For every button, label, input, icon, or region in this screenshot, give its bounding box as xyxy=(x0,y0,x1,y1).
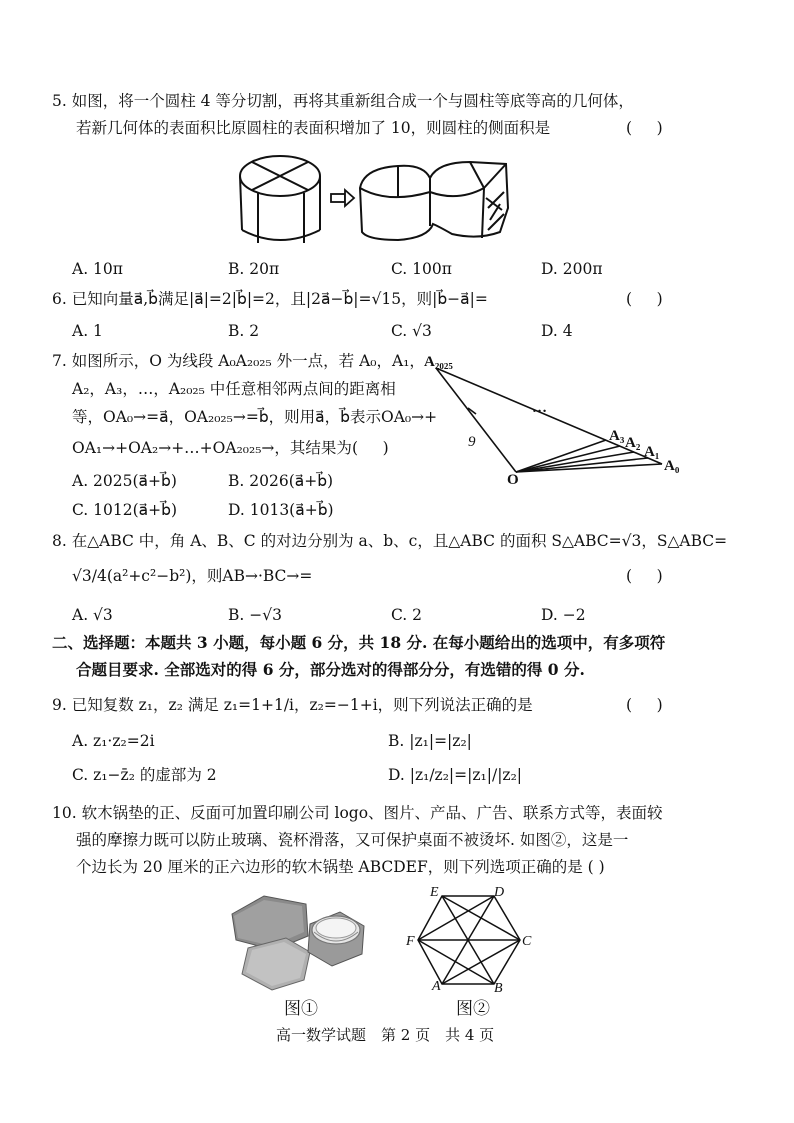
q10-hex-label-f: F xyxy=(406,934,415,949)
q6-stem: 6. 已知向量a⃗,b⃗满足|a⃗|=2|b⃗|=2，且|2a⃗−b⃗|=√15，则|b⃗−a⃗|= xyxy=(52,290,488,308)
q7-label-a3: A₃ xyxy=(609,428,625,444)
q7-option-d: D. 1013(a⃗+b⃗) xyxy=(228,501,334,519)
q5-option-c: C. 100π xyxy=(391,260,452,278)
q6-option-b: B. 2 xyxy=(228,322,260,340)
q9-stem: 9. 已知复数 z₁，z₂ 满足 z₁=1+1/i，z₂=−1+i，则下列说法正确的是 xyxy=(52,696,533,714)
q7-label-a2025: A₂₀₂₅ xyxy=(424,354,453,370)
q5-option-a: A. 10π xyxy=(72,260,123,278)
q6-option-a: A. 1 xyxy=(72,322,103,340)
q10-stem-line3: 个边长为 20 厘米的正六边形的软木锅垫 ABCDEF，则下列选项正确的是 ( ) xyxy=(76,858,605,876)
q7-label-a0: A₀ xyxy=(664,458,680,474)
q5-option-d: D. 200π xyxy=(541,260,603,278)
q5-stem-line1: 5. 如图，将一个圆柱 4 等分切割，再将其重新组合成一个与圆柱等底等高的几何体， xyxy=(52,92,634,110)
q7-option-c: C. 1012(a⃗+b⃗) xyxy=(72,501,178,519)
q8-option-b: B. −√3 xyxy=(228,606,282,624)
q8-answer-paren: ( ) xyxy=(626,567,663,585)
q10-stem-line2: 强的摩擦力既可以防止玻璃、瓷杯滑落，又可保护桌面不被烫坏. 如图②，这是一 xyxy=(76,831,629,849)
q7-answer-paren: ( ) xyxy=(352,439,389,457)
q7-label-o: O xyxy=(507,472,519,486)
q10-fig1-caption: 图① xyxy=(284,999,318,1019)
q7-vector-figure xyxy=(422,350,692,486)
q10-fig2-caption: 图② xyxy=(456,999,490,1019)
section2-instructions-line1: 二、选择题：本题共 3 小题，每小题 6 分，共 18 分. 在每小题给出的选项中，有多项符 xyxy=(52,633,666,652)
q8-option-c: C. 2 xyxy=(391,606,423,624)
q10-stem-line1: 10. 软木锅垫的正、反面可加置印刷公司 logo、图片、产品、广告、联系方式等，表面较 xyxy=(52,804,663,822)
q6-option-d: D. 4 xyxy=(541,322,573,340)
q9-answer-paren: ( ) xyxy=(626,696,663,714)
q9-option-c: C. z₁−z̄₂ 的虚部为 2 xyxy=(72,766,217,784)
page-footer: 高一数学试题 第 2 页 共 4 页 xyxy=(276,1026,495,1044)
q10-hex-label-d: D xyxy=(494,885,505,900)
q9-option-a: A. z₁·z₂=2i xyxy=(72,732,155,750)
q7-stem-line2: A₂，A₃，…，A₂₀₂₅ 中任意相邻两点间的距离相 xyxy=(72,380,396,398)
q10-hex-label-b: B xyxy=(494,981,503,994)
q10-hex-label-a: A xyxy=(432,979,441,994)
q5-cylinder-figure xyxy=(238,148,528,248)
q10-hex-label-e: E xyxy=(430,885,439,900)
q8-option-d: D. −2 xyxy=(541,606,586,624)
q7-stem-line4: OA₁→+OA₂→+…+OA₂₀₂₅→，其结果为 xyxy=(72,439,352,457)
q5-stem-line2: 若新几何体的表面积比原圆柱的表面积增加了 10，则圆柱的侧面积是 xyxy=(76,119,551,137)
q5-option-b: B. 20π xyxy=(228,260,280,278)
q7-stem-line3: 等，OA₀→=a⃗，OA₂₀₂₅→=b⃗，则用a⃗，b⃗表示OA₀→+ xyxy=(72,408,438,426)
q7-option-a: A. 2025(a⃗+b⃗) xyxy=(72,472,177,490)
q7-label-a2: A₂ xyxy=(625,435,641,451)
q7-label-b-mark: 9 xyxy=(468,434,476,450)
q7-option-b: B. 2026(a⃗+b⃗) xyxy=(228,472,334,490)
q8-stem-line2: √3/4(a²+c²−b²)，则AB→·BC→= xyxy=(72,567,313,585)
q9-option-b: B. |z₁|=|z₂| xyxy=(388,732,472,750)
q7-label-ellipsis: … xyxy=(532,400,547,416)
section2-instructions-line2: 合题目要求. 全部选对的得 6 分，部分选对的得部分分，有选错的得 0 分. xyxy=(76,660,585,679)
q10-hex-label-c: C xyxy=(522,934,532,949)
q7-label-a1: A₁ xyxy=(644,444,660,460)
q10-hexagon-figure xyxy=(404,884,544,994)
q8-option-a: A. √3 xyxy=(72,606,113,624)
q10-coaster-photo xyxy=(228,892,368,992)
q6-option-c: C. √3 xyxy=(391,322,432,340)
q6-answer-paren: ( ) xyxy=(626,290,663,308)
q9-option-d: D. |z₁/z₂|=|z₁|/|z₂| xyxy=(388,766,523,784)
q5-answer-paren: ( ) xyxy=(626,119,663,137)
q8-stem-line1: 8. 在△ABC 中，角 A、B、C 的对边分别为 a、b、c，且△ABC 的面积 S△ABC=√3，S△ABC= xyxy=(52,532,728,550)
q7-stem-line1: 7. 如图所示，O 为线段 A₀A₂₀₂₅ 外一点，若 A₀，A₁， xyxy=(52,352,425,370)
